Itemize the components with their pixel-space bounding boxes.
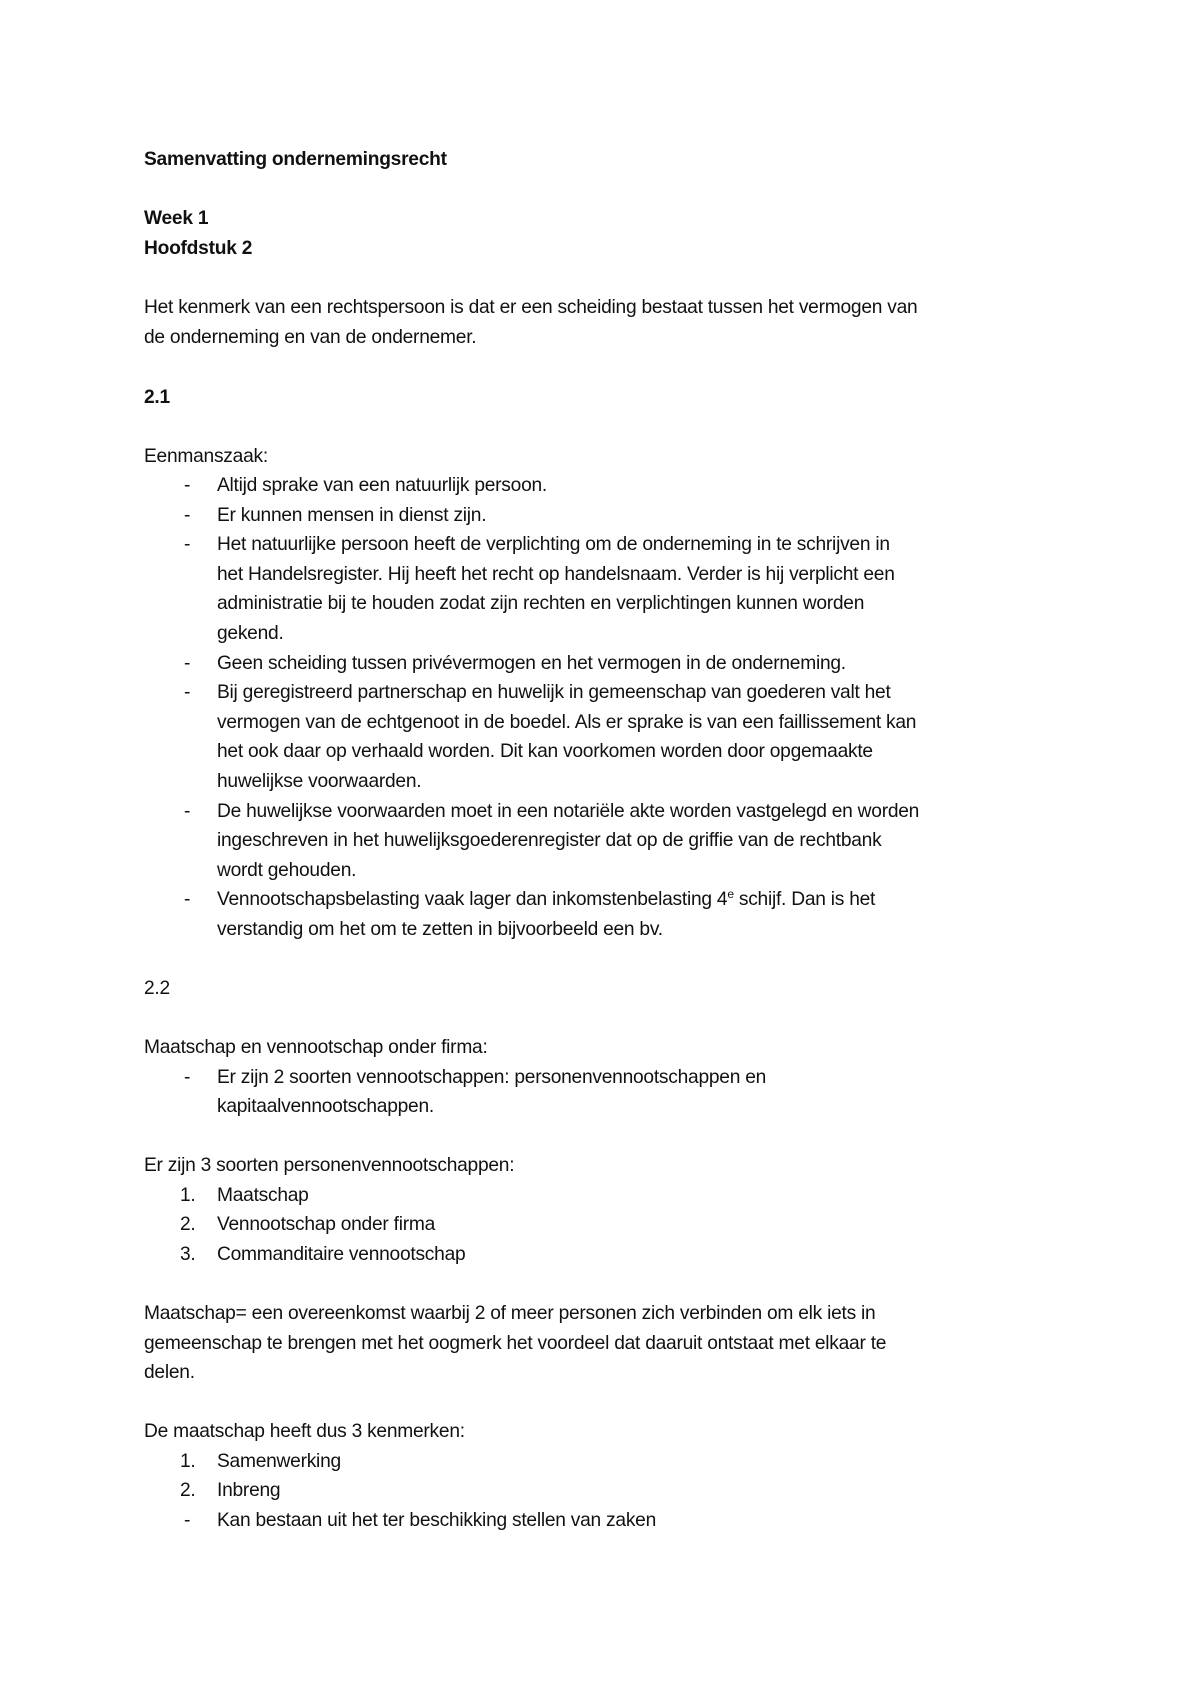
section-label: Eenmanszaak: [144, 446, 268, 467]
bullet-marker: - [184, 534, 191, 555]
bullet-marker: - [184, 1510, 191, 1531]
bullet-text: De huwelijkse voorwaarden moet in een notariële akte worden vastgelegd en worden [217, 801, 920, 822]
bullet-text: Kan bestaan uit het ter beschikking stellen van zaken [217, 1510, 657, 1531]
ordinal-superscript: e [727, 887, 734, 901]
bullet-marker: - [184, 801, 191, 822]
document-title: Samenvatting ondernemingsrecht [144, 149, 447, 170]
tax-bullet-text: Vennootschapsbelasting vaak lager dan inkomstenbelasting 4 [217, 889, 728, 910]
bullet-marker: - [184, 653, 191, 674]
section-heading: 2.2 [144, 978, 170, 999]
bullet-text: wordt gehouden. [217, 860, 357, 881]
types-intro: Er zijn 3 soorten personenvennootschappen: [144, 1155, 515, 1176]
bullet-text: Altijd sprake van een natuurlijk persoon. [217, 475, 547, 496]
bullet-text: het Handelsregister. Hij heeft het recht op handelsnaam. Verder is hij verplicht een [217, 564, 895, 585]
bullet-text: Er zijn 2 soorten vennootschappen: personenvennootschappen en [217, 1067, 767, 1088]
list-item: Vennootschap onder firma [217, 1214, 436, 1235]
bullet-text: vermogen van de echtgenoot in de boedel. Als er sprake is van een faillissement kan [217, 712, 917, 733]
features-intro: De maatschap heeft dus 3 kenmerken: [144, 1421, 465, 1442]
tax-bullet-text-end: schijf. Dan is het [733, 889, 876, 910]
bullet-text [217, 887, 876, 910]
bullet-text: Bij geregistreerd partnerschap en huwelijk in gemeenschap van goederen valt het [217, 682, 891, 703]
list-item: Inbreng [217, 1480, 281, 1501]
bullet-text: Het natuurlijke persoon heeft de verplichting om de onderneming in te schrijven in [217, 534, 890, 555]
bullet-text: Er kunnen mensen in dienst zijn. [217, 505, 487, 526]
list-item: Maatschap [217, 1185, 309, 1206]
list-item: Commanditaire vennootschap [217, 1244, 466, 1265]
intro-line: de onderneming en van de ondernemer. [144, 327, 477, 348]
bullet-text: ingeschreven in het huwelijksgoederenregister dat op de griffie van de rechtbank [217, 830, 882, 851]
bullet-text: verstandig om het om te zetten in bijvoorbeeld een bv. [217, 919, 663, 940]
week-heading: Week 1 [144, 208, 209, 229]
bullet-text: kapitaalvennootschappen. [217, 1096, 434, 1117]
bullet-text: huwelijkse voorwaarden. [217, 771, 422, 792]
intro-line: Het kenmerk van een rechtspersoon is dat er een scheiding bestaat tussen het vermogen van [144, 297, 918, 318]
chapter-heading: Hoofdstuk 2 [144, 238, 253, 259]
definition-line: gemeenschap te brengen met het oogmerk het voordeel dat daaruit ontstaat met elkaar te [144, 1333, 887, 1354]
section-heading: 2.1 [144, 387, 170, 408]
bullet-marker: - [184, 1067, 191, 1088]
bullet-marker: - [184, 505, 191, 526]
bullet-marker: - [184, 475, 191, 496]
list-number: 1. [180, 1451, 196, 1472]
bullet-text: het ook daar op verhaald worden. Dit kan voorkomen worden door opgemaakte [217, 741, 873, 762]
bullet-marker: - [184, 889, 191, 910]
list-number: 1. [180, 1185, 196, 1206]
definition-line: delen. [144, 1362, 195, 1383]
bullet-text: Geen scheiding tussen privévermogen en het vermogen in de onderneming. [217, 653, 846, 674]
list-item: Samenwerking [217, 1451, 341, 1472]
section-label: Maatschap en vennootschap onder firma: [144, 1037, 488, 1058]
bullet-text: administratie bij te houden zodat zijn rechten en verplichtingen kunnen worden [217, 593, 865, 614]
list-number: 2. [180, 1480, 196, 1501]
list-number: 3. [180, 1244, 196, 1265]
bullet-text: gekend. [217, 623, 284, 644]
list-number: 2. [180, 1214, 196, 1235]
definition-line: Maatschap= een overeenkomst waarbij 2 of meer personen zich verbinden om elk iets in [144, 1303, 876, 1324]
bullet-marker: - [184, 682, 191, 703]
